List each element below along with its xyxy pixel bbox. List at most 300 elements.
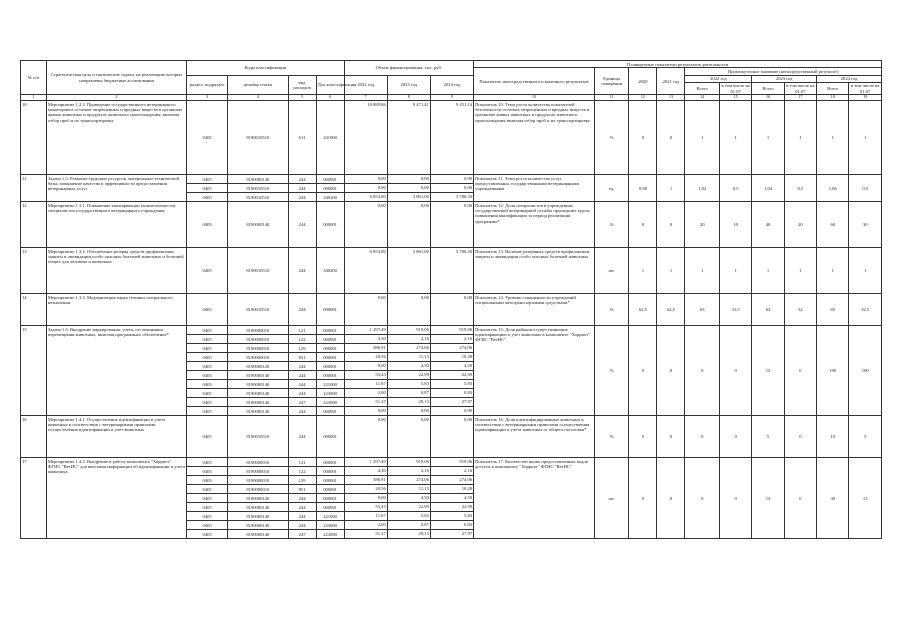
dop-cell: 000001: [316, 294, 344, 326]
article-cell: 8190000140: [228, 202, 288, 248]
fin-2022-cell: 20,56: [344, 485, 387, 494]
article-cell: 8190000010: [228, 485, 288, 494]
vid-cell: 851: [288, 353, 316, 362]
fin-2024-cell: 0,83: [430, 389, 473, 398]
dop-cell: 000001: [316, 335, 344, 344]
row-indicator: Показатель 11. Темп роста количества услуг предоставленных государственными ветеринарными учреждениями: [474, 175, 595, 202]
article-cell: 8190010510: [228, 193, 288, 202]
dop-cell: 000001: [316, 416, 344, 458]
article-cell: 8190010510: [228, 248, 288, 294]
document-page: [20, 60, 882, 539]
val-2024-total: 60: [817, 202, 849, 248]
row-number: 12: [21, 202, 47, 248]
fin-2022-cell: 6 853,80: [344, 193, 387, 202]
val-2022-incl: 1: [720, 248, 752, 294]
fin-2022-cell: 51,27: [344, 530, 387, 539]
razdel-cell: 0405: [187, 407, 228, 416]
row-number: 14: [21, 294, 47, 326]
val-2021: 0: [657, 101, 685, 175]
header-total: Всего: [685, 82, 720, 95]
dop-cell: 000001: [316, 467, 344, 476]
fin-2022-cell: 4,30: [344, 467, 387, 476]
fin-2024-cell: 0,00: [430, 175, 473, 184]
razdel-cell: 0405: [187, 476, 228, 485]
fin-2023-cell: 4,50: [387, 494, 430, 503]
table-row: [21, 294, 882, 326]
column-number: 3: [187, 95, 228, 101]
val-2023-total: 1,04: [752, 175, 784, 202]
vid-cell: 611: [288, 101, 316, 175]
column-number: 5: [288, 95, 316, 101]
header-2022: 2022 год: [344, 75, 387, 95]
dop-cell: 000001: [316, 494, 344, 503]
row-indicator: Показатель 12. Доля специалистов в учреждениях государственной ветеринарной службы прошедших курсы повышения квалификации за период реализации программы*: [474, 202, 595, 248]
fin-2022-cell: 55,43: [344, 371, 387, 380]
header-2020: 2020: [629, 68, 657, 95]
razdel-cell: 0405: [187, 512, 228, 521]
row-indicator: Показатель 14. Уровень оснащенности учреждений специальными автотранспортными средствами*: [474, 294, 595, 326]
article-cell: 8190000010: [228, 476, 288, 485]
column-number: 6: [316, 95, 344, 101]
fin-2022-cell: 1 297,49: [344, 458, 387, 467]
fin-2023-cell: 22,99: [387, 503, 430, 512]
val-2022-total: 63: [685, 294, 720, 326]
header-total: Всего: [752, 82, 784, 95]
fin-2024-cell: 2,16: [430, 467, 473, 476]
razdel-cell: 0405: [187, 335, 228, 344]
vid-cell: 244: [288, 416, 316, 458]
razdel-cell: 0405: [187, 344, 228, 353]
val-2024-incl: 100: [849, 326, 882, 416]
fin-2022-cell: 1 297,49: [344, 326, 387, 335]
val-2024-total: 1,06: [817, 175, 849, 202]
fin-2024-cell: 0,00: [430, 202, 473, 248]
row-unit: %: [594, 202, 629, 248]
fin-2024-cell: 27,97: [430, 530, 473, 539]
razdel-cell: 0405: [187, 371, 228, 380]
vid-cell: 122: [288, 335, 316, 344]
column-number: 4: [228, 95, 288, 101]
fin-2023-cell: 919,06: [387, 458, 430, 467]
article-cell: 8190000010: [228, 467, 288, 476]
fin-2023-cell: 9 471,41: [387, 101, 430, 175]
val-2023-incl: 1: [784, 248, 816, 294]
column-number: 7: [344, 95, 387, 101]
val-2022-incl: 10: [720, 202, 752, 248]
val-2020: 0: [629, 202, 657, 248]
header-codes: Коды классификации: [187, 61, 344, 76]
column-number: 10: [474, 95, 595, 101]
column-number: 15: [720, 95, 752, 101]
fin-2023-cell: 0,00: [387, 294, 430, 326]
article-cell: 8190000140: [228, 530, 288, 539]
row-number: 15: [21, 326, 47, 416]
fin-2024-cell: 4,50: [430, 494, 473, 503]
header-article: целевая статья: [228, 75, 288, 95]
vid-cell: 247: [288, 530, 316, 539]
vid-cell: 244: [288, 521, 316, 530]
header-incl: в том числе на 01.07: [849, 82, 882, 95]
fin-2023-cell: 0,00: [387, 407, 430, 416]
dop-cell: 000001: [316, 476, 344, 485]
column-number: 9: [430, 95, 473, 101]
vid-cell: 244: [288, 193, 316, 202]
column-number: 2: [46, 95, 186, 101]
article-cell: 8190000010: [228, 335, 288, 344]
article-cell: 8190000140: [228, 407, 288, 416]
val-2023-total: 1: [752, 101, 784, 175]
val-2021: 0: [657, 416, 685, 458]
row-number: 17: [21, 458, 47, 539]
column-number: 8: [387, 95, 430, 101]
fin-2024-cell: 0,00: [430, 416, 473, 458]
fin-2022-cell: 0,00: [344, 416, 387, 458]
vid-cell: 244: [288, 202, 316, 248]
fin-2023-cell: 5,83: [387, 512, 430, 521]
column-number: 1: [21, 95, 47, 101]
fin-2022-cell: 55,43: [344, 503, 387, 512]
razdel-cell: 0405: [187, 294, 228, 326]
fin-2024-cell: 274,06: [430, 476, 473, 485]
fin-2024-cell: 0,00: [430, 294, 473, 326]
row-goal: Мероприятие 1.2.3. Проведение государственного ветеринарного мониторинга остатков запрещенных и вредных веществ в организме живых животных и продуктах животного происхождения, включая отбор проб и их транспортировку: [46, 101, 186, 175]
fin-2022-cell: 386,91: [344, 344, 387, 353]
row-goal: Мероприятие 1.3.2. Обеспечение резерва средств профилактики, защиты и ликвидации особо опасных болезней животных и болезней общих для человека и животных: [46, 248, 186, 294]
fin-2024-cell: 4,50: [430, 362, 473, 371]
razdel-cell: 0405: [187, 416, 228, 458]
fin-2024-cell: 3 706,50: [430, 248, 473, 294]
val-2023-total: 5: [752, 416, 784, 458]
column-number: 17: [784, 95, 816, 101]
val-2024-total: 100: [817, 326, 849, 416]
header-2024: 2024 год: [430, 75, 473, 95]
article-cell: 8190000140: [228, 175, 288, 184]
header-sub-2023: 2023 год: [752, 75, 817, 82]
dop-cell: 000001: [316, 202, 344, 248]
val-2023-incl: 20: [784, 202, 816, 248]
razdel-cell: 0405: [187, 353, 228, 362]
fin-2023-cell: 274,06: [387, 476, 430, 485]
fin-2024-cell: 22,99: [430, 371, 473, 380]
val-2021: 1: [657, 175, 685, 202]
val-2020: 0,98: [629, 175, 657, 202]
fin-2022-cell: 386,91: [344, 476, 387, 485]
val-2022-incl: 0: [720, 326, 752, 416]
val-2024-incl: 32,5: [849, 294, 882, 326]
fin-2024-cell: 5,83: [430, 512, 473, 521]
razdel-cell: 0405: [187, 494, 228, 503]
fin-2024-cell: 22,99: [430, 503, 473, 512]
table-row: [21, 416, 882, 458]
razdel-cell: 0405: [187, 202, 228, 248]
vid-cell: 244: [288, 371, 316, 380]
val-2024-total: 65: [817, 294, 849, 326]
fin-2023-cell: 274,06: [387, 344, 430, 353]
article-cell: 8190010510: [228, 294, 288, 326]
row-unit: ед.: [594, 175, 629, 202]
dop-cell: 340200: [316, 193, 344, 202]
fin-2022-cell: 4,30: [344, 335, 387, 344]
razdel-cell: 0405: [187, 458, 228, 467]
row-unit: шт.: [594, 248, 629, 294]
val-2024-incl: 0,5: [849, 175, 882, 202]
table-row: [21, 458, 882, 467]
fin-2024-cell: 0,00: [430, 184, 473, 193]
val-2023-total: 15: [752, 326, 784, 416]
val-2023-incl: 0: [784, 416, 816, 458]
article-cell: 8190010510: [228, 416, 288, 458]
fin-2024-cell: 10,28: [430, 485, 473, 494]
dop-cell: 000001: [316, 407, 344, 416]
fin-2023-cell: 0,00: [387, 175, 430, 184]
val-2022-incl: 0: [720, 458, 752, 539]
article-cell: 8190000140: [228, 503, 288, 512]
dop-cell: 223000: [316, 398, 344, 407]
fin-2023-cell: 22,99: [387, 371, 430, 380]
row-indicator: Показатель 16. Доля идентифицированных животных в соответствии с ветеринарными правилами осуществления идентификации и учета животных от общего поголовья*: [474, 416, 595, 458]
dop-cell: 000001: [316, 503, 344, 512]
table-row: [21, 248, 882, 294]
row-number: 11: [21, 175, 47, 202]
article-cell: 8190000140: [228, 389, 288, 398]
fin-2023-cell: 11,13: [387, 353, 430, 362]
dop-cell: 000001: [316, 175, 344, 184]
vid-cell: 244: [288, 294, 316, 326]
razdel-cell: 0405: [187, 101, 228, 175]
razdel-cell: 0405: [187, 485, 228, 494]
column-number: 14: [685, 95, 720, 101]
article-cell: 8190000120: [228, 494, 288, 503]
vid-cell: 244: [288, 407, 316, 416]
article-cell: 8190000140: [228, 398, 288, 407]
vid-cell: 122: [288, 467, 316, 476]
fin-2022-cell: 0,00: [344, 294, 387, 326]
fin-2022-cell: 2,00: [344, 521, 387, 530]
dop-cell: 000001: [316, 353, 344, 362]
dop-cell: 000001: [316, 458, 344, 467]
row-number: 16: [21, 416, 47, 458]
dop-cell: 223000: [316, 530, 344, 539]
fin-2022-cell: 9,00: [344, 494, 387, 503]
row-goal: Мероприятие 1.4.1. Осуществление идентификации и учета животных в соответствии с ветеринарными правилами осуществления идентификации и учет животных: [46, 416, 186, 458]
val-2023-total: 64: [752, 294, 784, 326]
fin-2022-cell: 0,00: [344, 202, 387, 248]
vid-cell: 244: [288, 389, 316, 398]
val-2021: 1: [657, 248, 685, 294]
dop-cell: 000001: [316, 362, 344, 371]
val-2022-total: 20: [685, 202, 720, 248]
header-results: Планируемые показатели результатов деятельности: [474, 61, 882, 68]
fin-2024-cell: 10,28: [430, 353, 473, 362]
header-vid: вид расходов: [288, 75, 316, 95]
vid-cell: 244: [288, 494, 316, 503]
article-cell: 8190000010: [228, 326, 288, 335]
row-unit: %: [594, 294, 629, 326]
column-number: 11: [594, 95, 629, 101]
val-2024-incl: 1: [849, 248, 882, 294]
fin-2023-cell: 3 861,00: [387, 193, 430, 202]
table-row: [21, 202, 882, 248]
razdel-cell: 0405: [187, 326, 228, 335]
razdel-cell: 0405: [187, 362, 228, 371]
fin-2024-cell: 0,83: [430, 521, 473, 530]
header-sub-2024: 2024 год: [817, 75, 882, 82]
column-number: 13: [657, 95, 685, 101]
header-interim: Промежуточное значение (непосредственный результат): [685, 68, 882, 75]
row-indicator: Показатель 13. Наличие резервных средств профилактики, защиты и ликвидации особо опасных болезней животных: [474, 248, 595, 294]
vid-cell: 121: [288, 326, 316, 335]
dop-cell: 340200: [316, 248, 344, 294]
fin-2022-cell: 0,00: [344, 175, 387, 184]
val-2024-incl: 30: [849, 202, 882, 248]
dop-cell: 000001: [316, 326, 344, 335]
razdel-cell: 0405: [187, 380, 228, 389]
dop-cell: 223000: [316, 389, 344, 398]
header-total: Всего: [817, 82, 849, 95]
val-2023-incl: 0: [784, 458, 816, 539]
column-number: 16: [752, 95, 784, 101]
fin-2023-cell: 2,16: [387, 335, 430, 344]
dop-cell: 221000: [316, 512, 344, 521]
vid-cell: 244: [288, 512, 316, 521]
fin-2023-cell: 11,13: [387, 485, 430, 494]
row-number: 13: [21, 248, 47, 294]
val-2021: 0: [657, 202, 685, 248]
val-2024-incl: 13: [849, 458, 882, 539]
val-2022-incl: 0: [720, 416, 752, 458]
dop-cell: 223000: [316, 521, 344, 530]
fin-2022-cell: 11,67: [344, 380, 387, 389]
fin-2023-cell: 0,87: [387, 389, 430, 398]
header-razdel: раздел, подраздел: [187, 75, 228, 95]
val-2021: 0: [657, 458, 685, 539]
val-2020: 62,5: [629, 294, 657, 326]
fin-2022-cell: 11,67: [344, 512, 387, 521]
dop-cell: 000001: [316, 184, 344, 193]
razdel-cell: 0405: [187, 398, 228, 407]
row-goal: Мероприятие 1.4.2. Внедрение в работу компонента "Хорриот" ФГИС "ВетИС" для внесения информации об идентификации и учета животных: [46, 458, 186, 539]
val-2022-total: 0: [685, 326, 720, 416]
val-2022-incl: 0,5: [720, 175, 752, 202]
fin-2022-cell: 6 853,80: [344, 248, 387, 294]
row-goal: Задача 1.3. Развитие трудовых ресурсов, материально-технической базы, повышение качества и эффективности предоставления ветеринарных услуг: [46, 175, 186, 202]
article-cell: 8190000140: [228, 521, 288, 530]
article-cell: 8190000010: [228, 344, 288, 353]
fin-2023-cell: 919,06: [387, 326, 430, 335]
row-unit: шт.: [594, 458, 629, 539]
razdel-cell: 0405: [187, 193, 228, 202]
header-volume: Объем финансирования, тыс. руб.: [344, 61, 473, 76]
fin-2023-cell: 0,87: [387, 521, 430, 530]
article-cell: 8190010510: [228, 184, 288, 193]
val-2023-incl: 32: [784, 294, 816, 326]
vid-cell: 244: [288, 380, 316, 389]
article-cell: 8190000010: [228, 458, 288, 467]
fin-2024-cell: 2,16: [430, 335, 473, 344]
fin-2023-cell: 0,00: [387, 416, 430, 458]
fin-2024-cell: 0,00: [430, 407, 473, 416]
fin-2024-cell: 919,06: [430, 326, 473, 335]
header-2023: 2023 год: [387, 75, 430, 95]
article-cell: 8190000140: [228, 371, 288, 380]
fin-2024-cell: 3 706,50: [430, 193, 473, 202]
razdel-cell: 0405: [187, 248, 228, 294]
dop-cell: 000001: [316, 344, 344, 353]
fin-2022-cell: 0,00: [344, 184, 387, 193]
fin-2024-cell: 5,83: [430, 380, 473, 389]
header-goal: Стратегическая цель и тактические задачи, на реализацию которых направлены бюджетные ассигнования: [46, 61, 186, 95]
razdel-cell: 0405: [187, 175, 228, 184]
header-incl: в том числе на 01.07: [784, 82, 816, 95]
val-2020: 0: [629, 101, 657, 175]
val-2023-total: 40: [752, 202, 784, 248]
header-indicator: Показатель непосредственного и конечного результатов: [474, 68, 595, 95]
column-number: 19: [849, 95, 882, 101]
vid-cell: 244: [288, 248, 316, 294]
val-2020: 1: [629, 248, 657, 294]
row-goal: Задача 1.4. Внедрение маркирования, учета, отслеживания перемещения животных, включая программное обеспечение*: [46, 326, 186, 416]
fin-2023-cell: 0,00: [387, 202, 430, 248]
val-2022-incl: 1: [720, 101, 752, 175]
vid-cell: 247: [288, 398, 316, 407]
article-cell: 8190000140: [228, 380, 288, 389]
val-2023-incl: 0,5: [784, 175, 816, 202]
razdel-cell: 0405: [187, 521, 228, 530]
header-unit: Единица измерения: [594, 68, 629, 95]
vid-cell: 129: [288, 344, 316, 353]
vid-cell: 129: [288, 476, 316, 485]
razdel-cell: 0405: [187, 184, 228, 193]
fin-2023-cell: 3 861,00: [387, 248, 430, 294]
row-unit: %: [594, 416, 629, 458]
column-number: 18: [817, 95, 849, 101]
article-cell: 8190000120: [228, 362, 288, 371]
val-2024-total: 39: [817, 458, 849, 539]
fin-2023-cell: 0,00: [387, 184, 430, 193]
column-number: 12: [629, 95, 657, 101]
vid-cell: 244: [288, 503, 316, 512]
header-num: № п/п: [21, 61, 47, 95]
table-row: [21, 175, 882, 184]
row-goal: Мероприятие 1.3.3. Модернизация парка техники специального назначения: [46, 294, 186, 326]
val-2022-total: 1,02: [685, 175, 720, 202]
val-2023-incl: 1: [784, 101, 816, 175]
row-indicator: Показатель 15. Доля районов осуществляющих идентификацию и учет животных в компоненте "Хорриот" ФГИС "ВетИС": [474, 326, 595, 416]
fin-2023-cell: 29,13: [387, 398, 430, 407]
val-2022-total: 0: [685, 416, 720, 458]
budget-table: [20, 60, 882, 539]
val-2024-total: 1: [817, 248, 849, 294]
fin-2022-cell: 9,00: [344, 362, 387, 371]
fin-2024-cell: 9 451,14: [430, 101, 473, 175]
vid-cell: 851: [288, 485, 316, 494]
row-indicator: Показатель 17. Количество вновь предоставленных кодов доступа к компоненту "Хорриот" ФГИС "ВетИС": [474, 458, 595, 539]
val-2022-total: 1: [685, 248, 720, 294]
row-indicator: Показатель 10. Темп роста количества показателей безопасности остатков запрещенных и вредных веществ в организме живых животных и продуктах животного происхождения включая отбор проб и их транспортировку: [474, 101, 595, 175]
fin-2022-cell: 51,27: [344, 398, 387, 407]
val-2023-incl: 0: [784, 326, 816, 416]
val-2024-total: 1: [817, 101, 849, 175]
article-cell: 8190000140: [228, 512, 288, 521]
table-row: [21, 101, 882, 175]
fin-2022-cell: 10 889,86: [344, 101, 387, 175]
val-2021: 62,5: [657, 294, 685, 326]
val-2020: 0: [629, 416, 657, 458]
header-2021: 2021 год: [657, 68, 685, 95]
val-2022-total: 1: [685, 101, 720, 175]
fin-2022-cell: 20,56: [344, 353, 387, 362]
dop-cell: 000001: [316, 371, 344, 380]
